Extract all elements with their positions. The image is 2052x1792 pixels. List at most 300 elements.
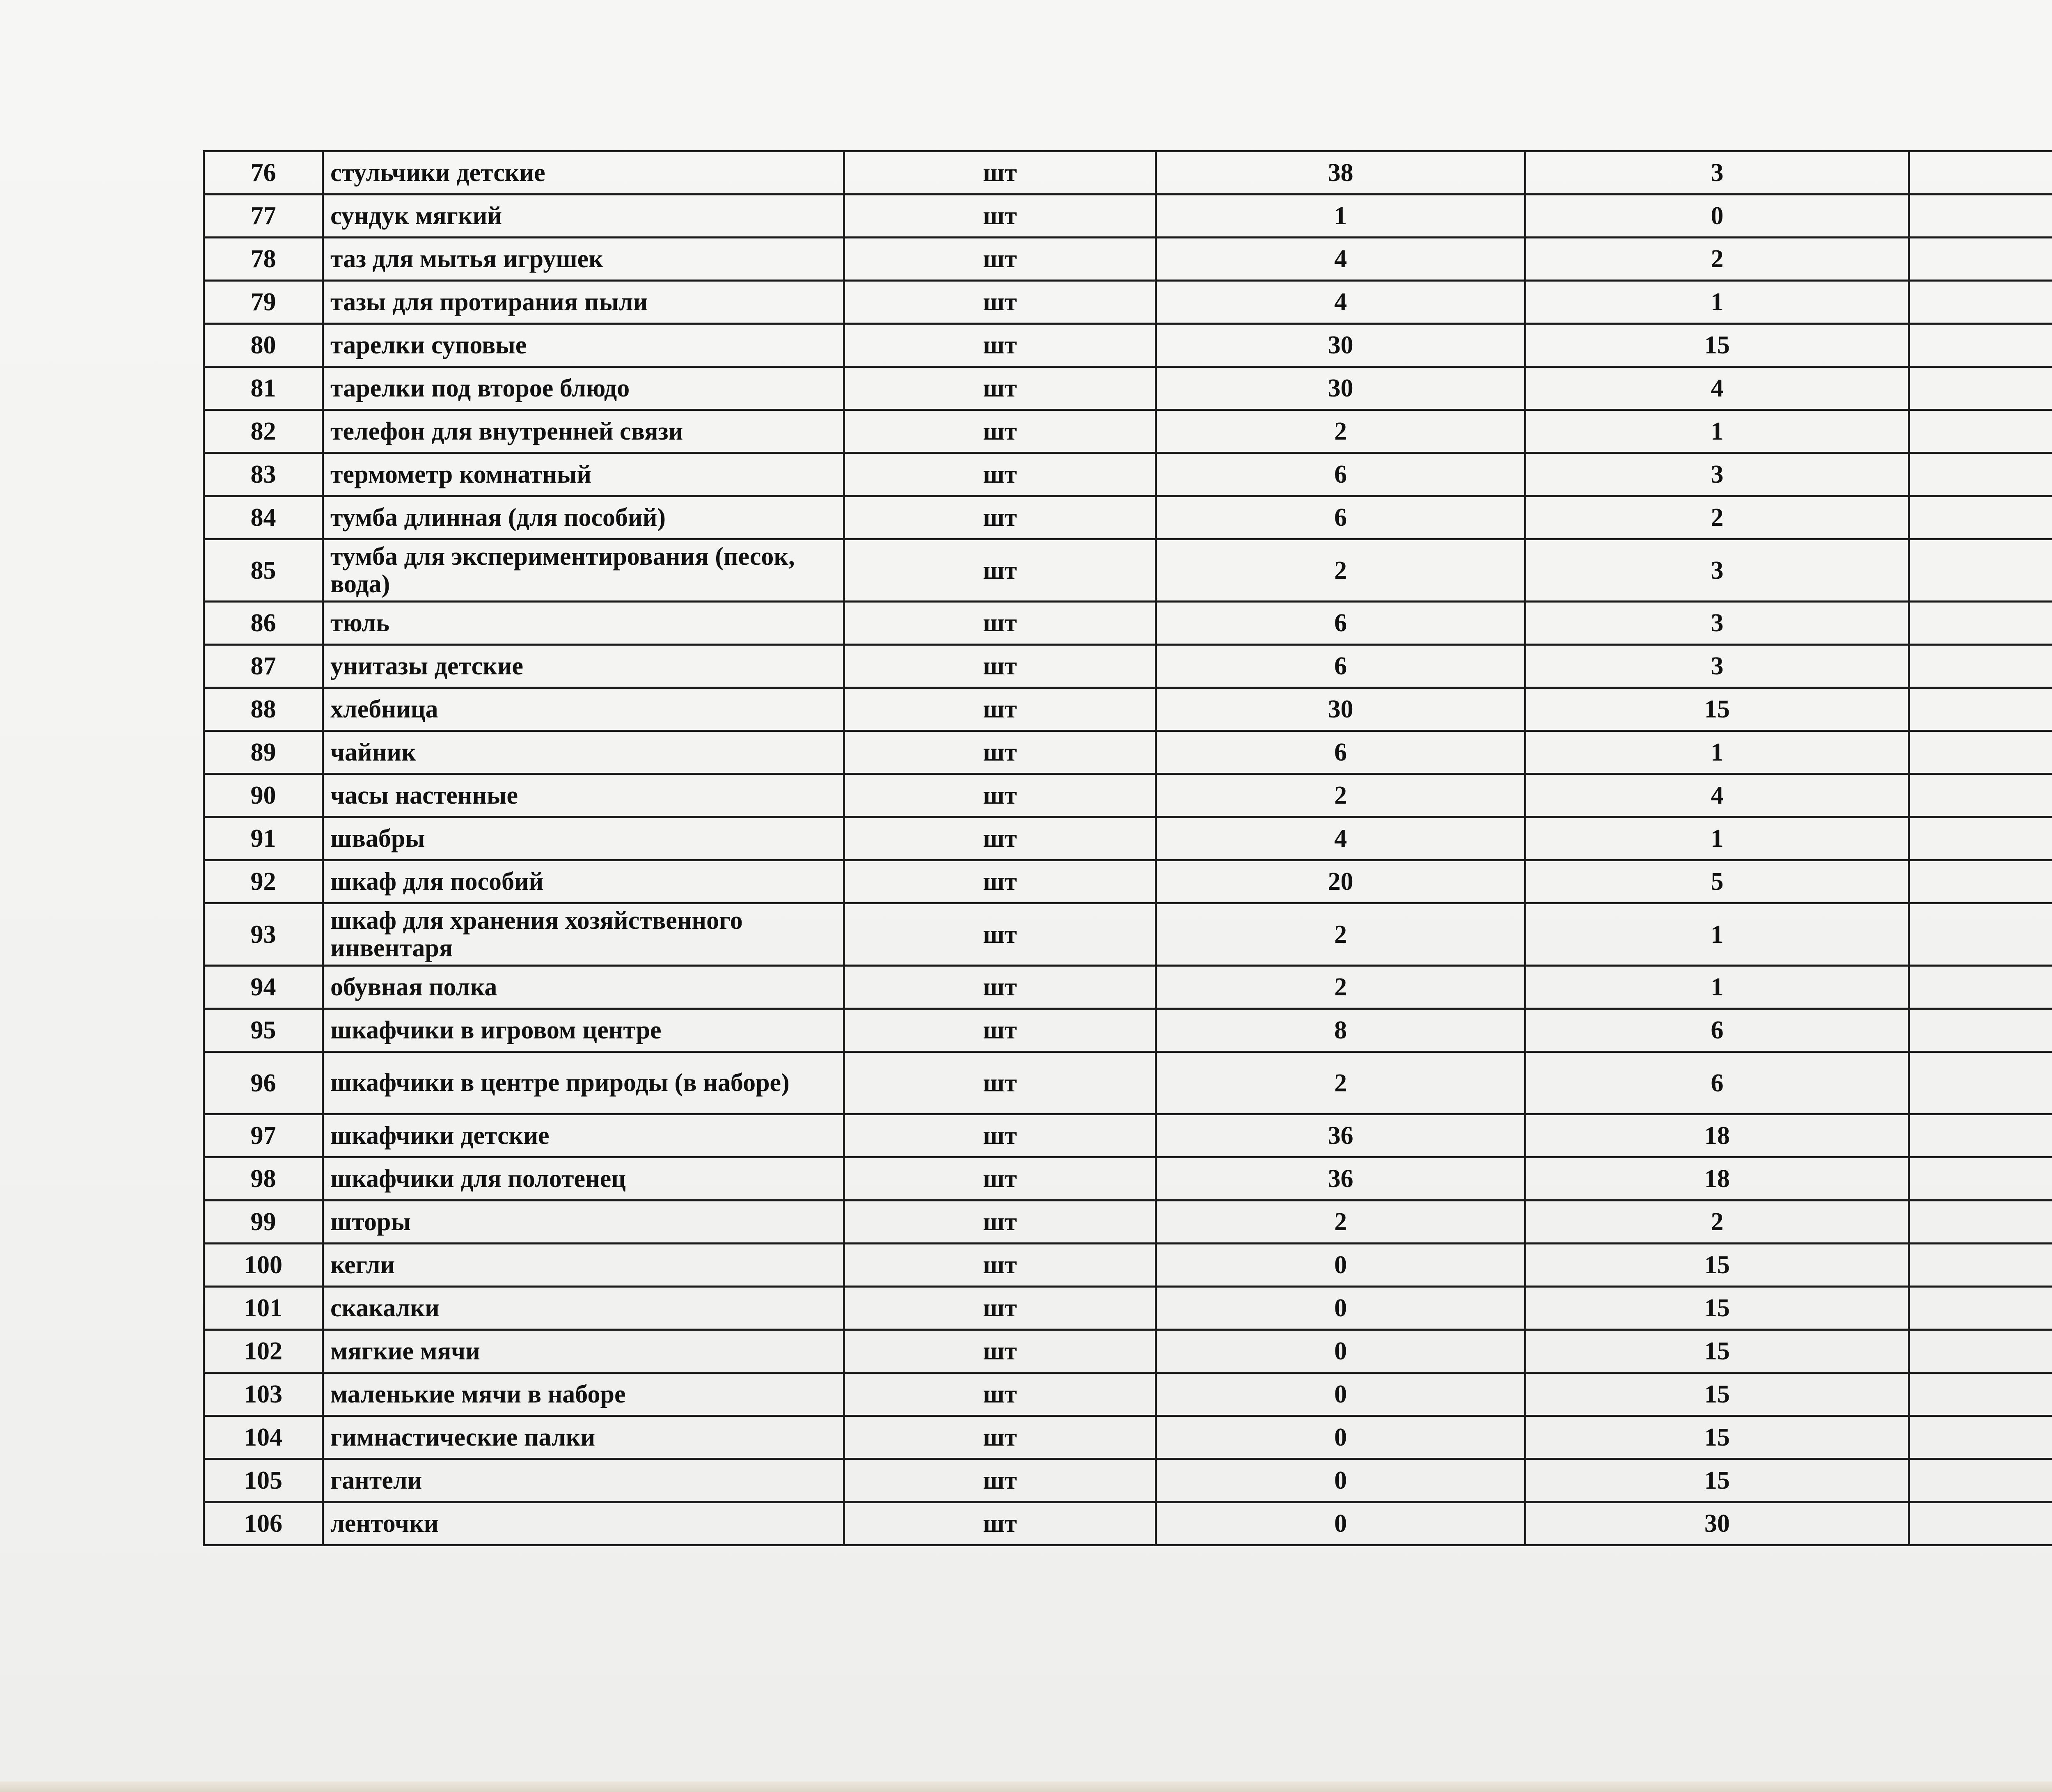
unit-text: шт [983,461,1017,488]
item-name-text: шторы [330,1208,411,1236]
item-name-cell [323,324,844,367]
unit-cell [844,1502,1156,1545]
item-name-cell [323,1009,844,1052]
row-number-text: 77 [250,202,276,230]
quantity-col-1-text: 2 [1334,1069,1347,1097]
quantity-col-3-cell [1909,1416,2052,1459]
quantity-col-2-text: 5 [1711,868,1724,896]
item-name-text: швабры [330,824,425,852]
quantity-col-2-text: 4 [1711,781,1724,809]
unit-cell [844,151,1156,195]
row-number-text: 98 [250,1165,276,1193]
quantity-col-3-cell [1909,1502,2052,1545]
unit-cell [844,1330,1156,1373]
quantity-col-2-cell [1525,367,1909,410]
quantity-col-2-cell [1525,238,1909,281]
row-number-cell [204,410,323,453]
quantity-col-1-text: 36 [1328,1165,1353,1193]
quantity-col-3-cell [1909,1201,2052,1244]
quantity-col-2-text: 1 [1711,417,1724,445]
row-number-cell [204,688,323,731]
page-edge-bottom [0,1781,2052,1792]
quantity-col-1-text: 6 [1334,652,1347,680]
quantity-col-2-text: 15 [1704,1337,1730,1365]
quantity-col-3-cell [1909,324,2052,367]
row-number-text: 99 [250,1208,276,1236]
item-name-text: тазы для протирания пыли [330,288,648,316]
quantity-col-1-text: 2 [1334,417,1347,445]
item-name-cell [323,1157,844,1201]
row-number-text: 85 [250,556,276,584]
row-number-cell [204,1201,323,1244]
quantity-col-2-text: 3 [1711,556,1724,584]
quantity-col-2-cell [1525,817,1909,860]
unit-text: шт [983,1467,1017,1494]
quantity-col-2-text: 30 [1704,1510,1730,1538]
item-name-text: хлебница [330,695,438,723]
quantity-col-2-text: 15 [1704,695,1730,723]
unit-cell [844,1287,1156,1330]
quantity-col-2-cell [1525,645,1909,688]
row-number-cell [204,1244,323,1287]
row-number-text: 105 [244,1467,282,1494]
quantity-col-1-text: 6 [1334,504,1347,532]
item-name-text: таз для мытья игрушек [330,245,603,273]
quantity-col-2-cell [1525,774,1909,817]
unit-text: шт [983,504,1017,532]
quantity-col-1-text: 30 [1328,695,1353,723]
table-row [204,774,2052,817]
item-name-text: кегли [330,1251,395,1279]
quantity-col-2-cell [1525,1502,1909,1545]
quantity-col-3-cell [1909,1114,2052,1157]
quantity-col-2-cell [1525,966,1909,1009]
item-name-text: мягкие мячи [330,1337,480,1365]
unit-text: шт [983,374,1017,402]
quantity-col-3-cell [1909,195,2052,238]
unit-text: шт [983,331,1017,359]
unit-cell [844,1114,1156,1157]
unit-cell [844,1373,1156,1416]
row-number-text: 88 [250,695,276,723]
item-name-text: шкаф для хранения хозяйственного инвентаря [330,906,743,962]
unit-cell [844,238,1156,281]
row-number-cell [204,324,323,367]
table-row [204,410,2052,453]
table-row [204,1330,2052,1373]
unit-cell [844,1157,1156,1201]
row-number-cell [204,453,323,496]
unit-text: шт [983,973,1017,1001]
unit-cell [844,602,1156,645]
quantity-col-1-cell [1156,1502,1525,1545]
quantity-col-2-text: 3 [1711,652,1724,680]
item-name-text: шкафчики детские [330,1121,550,1150]
unit-cell [844,731,1156,774]
unit-text: шт [983,417,1017,445]
table-row [204,645,2052,688]
unit-text: шт [983,738,1017,766]
unit-text: шт [983,652,1017,680]
quantity-col-1-cell [1156,817,1525,860]
item-name-cell [323,1052,844,1114]
item-name-text: шкаф для пособий [330,867,544,896]
row-number-text: 102 [244,1337,282,1365]
unit-cell [844,1201,1156,1244]
item-name-text: гантели [330,1466,422,1494]
item-name-text: тумба для экспериментирования (песок, вода) [330,542,795,598]
quantity-col-2-text: 18 [1704,1165,1730,1193]
row-number-cell [204,1009,323,1052]
item-name-text: тюль [330,609,389,637]
unit-cell [844,645,1156,688]
quantity-col-2-text: 2 [1711,1208,1724,1236]
quantity-col-2-text: 2 [1711,504,1724,532]
quantity-col-1-text: 4 [1334,288,1347,316]
item-name-cell [323,496,844,539]
row-number-text: 82 [250,417,276,445]
unit-cell [844,324,1156,367]
row-number-text: 106 [244,1510,282,1538]
quantity-col-2-text: 15 [1704,1294,1730,1322]
quantity-col-2-cell [1525,1052,1909,1114]
item-name-text: тарелки под второе блюдо [330,374,630,402]
quantity-col-2-cell [1525,1157,1909,1201]
item-name-cell [323,817,844,860]
row-number-cell [204,151,323,195]
inventory-table [203,150,2052,1546]
row-number-text: 95 [250,1016,276,1044]
quantity-col-2-text: 3 [1711,609,1724,637]
table-row [204,1459,2052,1502]
unit-text: шт [983,1510,1017,1538]
item-name-cell [323,1502,844,1545]
row-number-text: 93 [250,920,276,949]
item-name-cell [323,1244,844,1287]
table-row [204,496,2052,539]
unit-cell [844,860,1156,903]
item-name-text: тумба длинная (для пособий) [330,503,666,532]
item-name-cell [323,453,844,496]
row-number-cell [204,1502,323,1545]
table-row [204,1052,2052,1114]
quantity-col-3-cell [1909,903,2052,966]
row-number-cell [204,1052,323,1114]
row-number-text: 84 [250,504,276,532]
item-name-cell [323,1416,844,1459]
quantity-col-1-cell [1156,238,1525,281]
quantity-col-2-text: 1 [1711,738,1724,766]
quantity-col-2-text: 3 [1711,461,1724,488]
table-row [204,1244,2052,1287]
quantity-col-1-cell [1156,688,1525,731]
quantity-col-1-cell [1156,602,1525,645]
row-number-cell [204,1157,323,1201]
quantity-col-2-cell [1525,1201,1909,1244]
quantity-col-3-cell [1909,151,2052,195]
unit-text: шт [983,202,1017,230]
quantity-col-1-text: 0 [1334,1380,1347,1408]
row-number-cell [204,539,323,602]
quantity-col-2-cell [1525,539,1909,602]
quantity-col-2-cell [1525,1287,1909,1330]
item-name-text: стульчики детские [330,158,545,187]
unit-text: шт [983,1069,1017,1097]
quantity-col-1-cell [1156,281,1525,324]
table-row [204,367,2052,410]
item-name-cell [323,602,844,645]
table-row [204,281,2052,324]
quantity-col-1-cell [1156,1201,1525,1244]
quantity-col-1-cell [1156,1244,1525,1287]
table-row [204,195,2052,238]
quantity-col-3-cell [1909,453,2052,496]
unit-text: шт [983,1165,1017,1193]
row-number-cell [204,1287,323,1330]
unit-cell [844,496,1156,539]
item-name-text: чайник [330,738,416,766]
item-name-cell [323,539,844,602]
quantity-col-2-cell [1525,324,1909,367]
item-name-text: термометр комнатный [330,460,592,488]
unit-text: шт [983,920,1017,949]
unit-cell [844,688,1156,731]
unit-text: шт [983,825,1017,852]
item-name-cell [323,367,844,410]
quantity-col-1-cell [1156,1157,1525,1201]
row-number-text: 86 [250,609,276,637]
unit-cell [844,966,1156,1009]
quantity-col-3-cell [1909,645,2052,688]
item-name-cell [323,410,844,453]
table-row [204,966,2052,1009]
quantity-col-2-text: 3 [1711,159,1724,187]
row-number-text: 104 [244,1423,282,1451]
quantity-col-1-text: 0 [1334,1423,1347,1451]
quantity-col-3-cell [1909,1330,2052,1373]
quantity-col-1-cell [1156,774,1525,817]
row-number-text: 103 [244,1380,282,1408]
row-number-text: 90 [250,781,276,809]
quantity-col-1-text: 0 [1334,1251,1347,1279]
unit-cell [844,539,1156,602]
table-row [204,324,2052,367]
unit-text: шт [983,1294,1017,1322]
row-number-cell [204,195,323,238]
quantity-col-2-cell [1525,410,1909,453]
quantity-col-2-text: 2 [1711,245,1724,273]
item-name-text: тарелки суповые [330,331,527,359]
quantity-col-1-cell [1156,195,1525,238]
quantity-col-2-cell [1525,731,1909,774]
unit-cell [844,281,1156,324]
quantity-col-3-cell [1909,281,2052,324]
unit-text: шт [983,868,1017,896]
unit-cell [844,195,1156,238]
table-row [204,1157,2052,1201]
quantity-col-1-cell [1156,1373,1525,1416]
table-row [204,1287,2052,1330]
quantity-col-2-cell [1525,1114,1909,1157]
quantity-col-1-text: 6 [1334,461,1347,488]
quantity-col-1-cell [1156,496,1525,539]
unit-cell [844,1052,1156,1114]
quantity-col-3-cell [1909,410,2052,453]
quantity-col-1-text: 38 [1328,159,1353,187]
quantity-col-3-cell [1909,774,2052,817]
row-number-text: 80 [250,331,276,359]
table-row [204,602,2052,645]
quantity-col-2-text: 15 [1704,1467,1730,1494]
unit-cell [844,1459,1156,1502]
quantity-col-1-cell [1156,966,1525,1009]
quantity-col-1-cell [1156,645,1525,688]
quantity-col-1-text: 0 [1334,1467,1347,1494]
table-row [204,1009,2052,1052]
quantity-col-2-text: 1 [1711,288,1724,316]
quantity-col-2-text: 15 [1704,1380,1730,1408]
quantity-col-1-text: 36 [1328,1122,1353,1150]
table-row [204,1201,2052,1244]
quantity-col-2-cell [1525,281,1909,324]
unit-text: шт [983,1122,1017,1150]
unit-text: шт [983,245,1017,273]
quantity-col-2-text: 18 [1704,1122,1730,1150]
item-name-text: ленточки [330,1509,439,1538]
quantity-col-1-text: 0 [1334,1294,1347,1322]
quantity-col-1-cell [1156,1416,1525,1459]
item-name-text: унитазы детские [330,652,524,680]
item-name-cell [323,281,844,324]
table-row [204,817,2052,860]
quantity-col-1-text: 6 [1334,609,1347,637]
quantity-col-1-cell [1156,453,1525,496]
quantity-col-1-cell [1156,1287,1525,1330]
quantity-col-2-text: 1 [1711,973,1724,1001]
quantity-col-3-cell [1909,1244,2052,1287]
quantity-col-3-cell [1909,1052,2052,1114]
item-name-text: сундук мягкий [330,202,502,230]
row-number-text: 91 [250,825,276,852]
table-row [204,1114,2052,1157]
quantity-col-2-cell [1525,195,1909,238]
table-row [204,688,2052,731]
row-number-cell [204,645,323,688]
item-name-cell [323,645,844,688]
item-name-cell [323,903,844,966]
item-name-cell [323,966,844,1009]
row-number-cell [204,1114,323,1157]
table-row [204,903,2052,966]
item-name-cell [323,195,844,238]
quantity-col-3-cell [1909,367,2052,410]
quantity-col-2-text: 1 [1711,920,1724,949]
row-number-cell [204,1373,323,1416]
unit-text: шт [983,556,1017,584]
unit-text: шт [983,1016,1017,1044]
quantity-col-2-text: 6 [1711,1016,1724,1044]
unit-cell [844,1009,1156,1052]
item-name-cell [323,774,844,817]
row-number-text: 92 [250,868,276,896]
quantity-col-1-cell [1156,1459,1525,1502]
item-name-cell [323,731,844,774]
row-number-cell [204,496,323,539]
quantity-col-1-text: 2 [1334,1208,1347,1236]
row-number-text: 81 [250,374,276,402]
row-number-cell [204,238,323,281]
quantity-col-3-cell [1909,966,2052,1009]
row-number-text: 100 [244,1251,282,1279]
quantity-col-2-text: 15 [1704,331,1730,359]
unit-text: шт [983,781,1017,809]
item-name-text: шкафчики для полотенец [330,1164,626,1193]
table-row [204,1502,2052,1545]
table-row [204,731,2052,774]
item-name-cell [323,1330,844,1373]
quantity-col-3-cell [1909,1373,2052,1416]
quantity-col-1-cell [1156,731,1525,774]
unit-cell [844,817,1156,860]
unit-text: шт [983,1337,1017,1365]
unit-cell [844,903,1156,966]
inventory-table-body [204,151,2052,1545]
quantity-col-1-text: 2 [1334,556,1347,584]
quantity-col-2-cell [1525,1009,1909,1052]
quantity-col-1-text: 6 [1334,738,1347,766]
row-number-cell [204,860,323,903]
unit-cell [844,410,1156,453]
unit-text: шт [983,609,1017,637]
quantity-col-2-cell [1525,688,1909,731]
table-row [204,1373,2052,1416]
table-row [204,539,2052,602]
quantity-col-2-cell [1525,453,1909,496]
quantity-col-3-cell [1909,1287,2052,1330]
row-number-cell [204,1330,323,1373]
quantity-col-1-cell [1156,1114,1525,1157]
row-number-cell [204,602,323,645]
quantity-col-3-cell [1909,1459,2052,1502]
unit-text: шт [983,1380,1017,1408]
table-row [204,860,2052,903]
row-number-cell [204,1416,323,1459]
item-name-cell [323,1201,844,1244]
quantity-col-2-text: 15 [1704,1251,1730,1279]
row-number-cell [204,817,323,860]
quantity-col-1-text: 2 [1334,781,1347,809]
quantity-col-2-cell [1525,602,1909,645]
table-row [204,238,2052,281]
item-name-text: скакалки [330,1294,440,1322]
row-number-text: 94 [250,973,276,1001]
row-number-cell [204,774,323,817]
quantity-col-1-text: 30 [1328,374,1353,402]
quantity-col-1-cell [1156,367,1525,410]
row-number-text: 79 [250,288,276,316]
item-name-text: шкафчики в игровом центре [330,1016,662,1044]
quantity-col-3-cell [1909,731,2052,774]
row-number-text: 101 [244,1294,282,1322]
unit-text: шт [983,288,1017,316]
quantity-col-3-cell [1909,688,2052,731]
row-number-cell [204,966,323,1009]
unit-cell [844,367,1156,410]
quantity-col-1-text: 1 [1334,202,1347,230]
quantity-col-2-text: 6 [1711,1069,1724,1097]
quantity-col-1-cell [1156,1052,1525,1114]
quantity-col-1-text: 8 [1334,1016,1347,1044]
